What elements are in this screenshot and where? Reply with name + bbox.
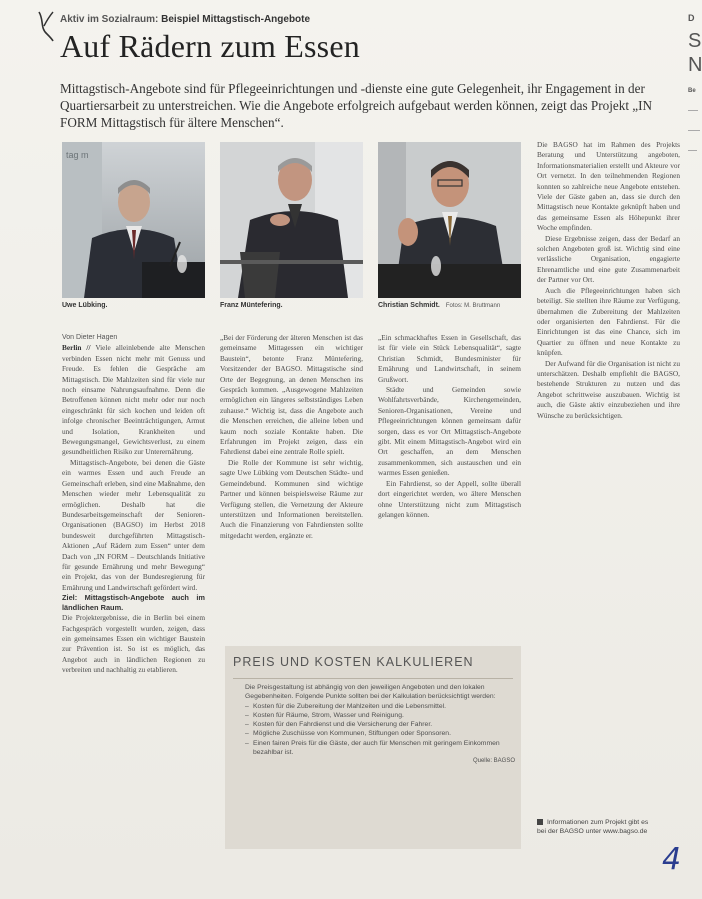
- article-paragraph: Städte und Gemeinden sowie Wohlfahrtsverbände, Kirchengemeinden, Senioren-Organisationen, Vereine und Pflegeeinrichtungen können gemeinsam dafür sorgen, dass es vor Ort Mittagstisch-Angebote gibt. Mit einem Mittagstisch-Angebot wird ein Ort geschaffen, an dem Menschen zusammenkommen, sich austauschen und ein warmes Essen genießen.: [378, 385, 521, 478]
- info-box-list: [245, 702, 515, 758]
- info-box-title: PREIS UND KOSTEN KALKULIEREN: [233, 655, 474, 669]
- section-logo-icon: [36, 10, 56, 42]
- article-paragraph: Der Aufwand für die Organisation ist nicht zu unterschätzen. Deshalb empfiehlt die BAGSO, bestehende Strukturen zu nutzen und das Angebot schrittweise auszubauen. Wichtig ist auch, die Gäste aktiv einzubeziehen und ihre Wünsche zu berücksichtigen.: [537, 358, 680, 420]
- info-box-credit: Quelle: BAGSO: [472, 758, 515, 765]
- handwritten-page-number: 4: [662, 842, 682, 877]
- info-box-item: – Kosten für Räume, Strom, Wasser und Reinigung.: [245, 711, 515, 720]
- photo-caption-2: Franz Müntefering.: [220, 302, 283, 309]
- article-subhead: Ziel: Mittagstisch-Angebote auch im ländlichen Raum.: [62, 593, 205, 613]
- gutter-text-stub: [688, 150, 697, 151]
- info-tip-text: Informationen zum Projekt gibt es bei der BAGSO unter www.bagso.de: [537, 819, 649, 835]
- gutter-letter: Be: [688, 88, 696, 94]
- info-box: [225, 646, 521, 849]
- article-paragraph: Die BAGSO hat im Rahmen des Projekts Beratung und Unterstützung angeboten, Informationsmaterialien erstellt und Akteure vor Ort vernetzt. In den teilnehmenden Regionen konnten so zahlreiche neue Angebote entstehen. Viele der Gäste gaben an, dass sie durch den Mittagstisch neue Kontakte geknüpft haben und das gemeinsame Essen als Höhepunkt ihrer Woche empfinden.: [537, 140, 680, 233]
- svg-text:tag m: tag m: [66, 150, 89, 160]
- kicker: [60, 14, 310, 25]
- article-paragraph: Die Rolle der Kommune ist sehr wichtig, sagte Uwe Lübking vom Deutschen Städte- und Gemeindebund. Kommunen sind wichtige Partner und können beispielsweise Räume zur Verfügung stellen, die Vernetzung der Akteure unterstützen und Informationen bereitstellen. Auch die Finanzierung von Fahrdiensten sollte mitgedacht werden, ergänzte er.: [220, 457, 363, 540]
- adjacent-page-gutter: [686, 0, 702, 899]
- photo-uwe-luebking: [62, 142, 205, 298]
- kicker-topic: Beispiel Mittagstisch-Angebote: [161, 14, 311, 25]
- article-paragraph: Diese Ergebnisse zeigen, dass der Bedarf an solchen Angeboten groß ist. Wichtig sind eine verlässliche Organisation, engagierte Ehrenamtliche und eine gute Zusammenarbeit der Partner vor Ort.: [537, 233, 680, 285]
- photo-christian-schmidt: [378, 142, 521, 298]
- article-paragraph: Mittagstisch-Angebote, bei denen die Gäste ein warmes Essen und auch Freude an Gemeinschaft erleben, sind eine Maßnahme, den Menschen wieder mehr Lebensqualität zu ermöglichen. Deshalb hat die Bundesarbeitsgemeinschaft der Senioren-Organisationen (BAGSO) im Herbst 2018 bundesweit durchgeführten Mittagstisch-Aktionen „Auf Rädern zum Essen“ unter dem Dach von „IN FORM – Deutschlands Initiative für gesunde Ernährung und mehr Bewegung“ ein Projekt, das von der Bundesregierung für Ernährung und Landwirtschaft gefördert wird.: [62, 457, 205, 592]
- photo-franz-muentefering: [220, 142, 363, 298]
- photo-caption-3: [378, 302, 500, 309]
- gutter-letter: D: [688, 13, 695, 23]
- byline: Von Dieter Hagen: [62, 334, 118, 341]
- lead-paragraph: Mittagstisch-Angebote sind für Pflegeeinrichtungen und -dienste eine gute Gelegenheit, ihr Engagement in der Quartiersarbeit zu unterstreichen. Wie die Angebote erfolgreich aufgebaut werden können, zeigt das Projekt „IN FORM Mittagstisch für ältere Menschen“.: [60, 81, 653, 130]
- dateline: Berlin //: [62, 343, 91, 353]
- article-paragraph: „Ein schmackhaftes Essen in Gesellschaft, das ist für viele ein Stück Lebensqualität“, sagte Christian Schmidt, Bundesminister für Ernährung und Landwirtschaft, in seinem Grußwort.: [378, 333, 521, 384]
- info-box-item: – Einen fairen Preis für die Gäste, der auch für Menschen mit geringem Einkommen bezahlbar ist.: [245, 739, 515, 758]
- article-text: Viele alleinlebende alte Menschen verbinden Essen nicht mehr mit Genuss und Freude. Es fehlen die Gespräche am Mittagstisch. Die Mahlzeiten sind für viele nur noch einsame Nahrungsaufnahme. Denn die Betroffenen können nicht mehr oder nur noch eingeschränkt für sich kochen und leiden oft infolge chronischer Beeinträchtigungen, Armut und Isolation, Krankheiten und Bewegungsmangel, Gewichtsverlust, zu einem gesundheitlichen Risiko zur Unterernährung.: [62, 343, 205, 457]
- article-column-3: [378, 333, 521, 633]
- gutter-text-stub: [688, 130, 700, 131]
- article-paragraph: [62, 343, 205, 457]
- info-box-item: – Mögliche Zuschüsse von Kommunen, Stiftungen oder Sponsoren.: [245, 729, 515, 738]
- article-column-2: [220, 333, 363, 633]
- info-box-body: [245, 683, 515, 767]
- gutter-text-stub: [688, 110, 698, 111]
- photo-caption-1: Uwe Lübking.: [62, 302, 108, 309]
- article-paragraph: Die Projektergebnisse, die in Berlin bei einem Fachgespräch vorgestellt wurden, zeigen, dass ein gemeinsames Essen ein wichtiger Baustein zur Prävention ist. So ist es möglich, das Angebot auch in ländlichen Regionen zu verbreiten und nachhaltig zu etablieren.: [62, 613, 205, 675]
- info-box-divider: [233, 678, 513, 679]
- info-box-item: – Kosten für den Fahrdienst und die Versicherung der Fahrer.: [245, 720, 515, 729]
- kicker-section: Aktiv im Sozialraum:: [60, 14, 159, 25]
- article-paragraph: Ein Fahrdienst, so der Appell, sollte überall dort eingerichtet werden, wo ältere Menschen ohne Unterstützung nicht zum Mittagstisch gelangen können.: [378, 478, 521, 519]
- article-paragraph: „Bei der Förderung der älteren Menschen ist das gemeinsame Mittagessen ein wichtiger Baustein“, betonte Franz Müntefering, Vorsitzender der BAGSO. Mittagstische sind Orte der Begegnung, an denen Menschen ins Gespräch kommen. „Ausgewogene Mahlzeiten ermöglichen ein längeres selbstständiges Leben zuhause.“ Wichtig ist, dass die Angebote auch die Menschen erreichen, die alleine leben und kaum noch soziale Kontakte haben. Die Erfahrungen im Projekt zeigen, dass ein Fahrdienst dabei eine zentrale Rolle spielt.: [220, 333, 363, 457]
- gutter-letter: N: [688, 54, 702, 76]
- article-column-1: [62, 333, 205, 883]
- photo-credit: Fotos: M. Bruttmann: [445, 303, 501, 309]
- info-tip: [537, 818, 657, 836]
- photo-caption-3-name: Christian Schmidt.: [378, 302, 440, 309]
- square-bullet-icon: [537, 819, 543, 825]
- gutter-letter: S: [688, 30, 702, 52]
- article-column-4: [537, 140, 680, 812]
- info-box-item: – Kosten für die Zubereitung der Mahlzeiten und die Lebensmittel.: [245, 702, 515, 711]
- article-paragraph: Auch die Pflegeeinrichtungen haben sich beteiligt. Sie stellten ihre Räume zur Verfügung, übernahmen die Zubereitung der Mahlzeiten oder organisierten den Fahrdienst. Für die Einrichtungen ist das eine Chance, sich im Quartier zu öffnen und neue Kontakte zu knüpfen.: [537, 285, 680, 358]
- info-box-intro: Die Preisgestaltung ist abhängig von den jeweiligen Angeboten und den lokalen Gegebenheiten. Folgende Punkte sollten bei der Kalkulation berücksichtigt werden:: [245, 684, 496, 701]
- headline: Auf Rädern zum Essen: [60, 28, 360, 64]
